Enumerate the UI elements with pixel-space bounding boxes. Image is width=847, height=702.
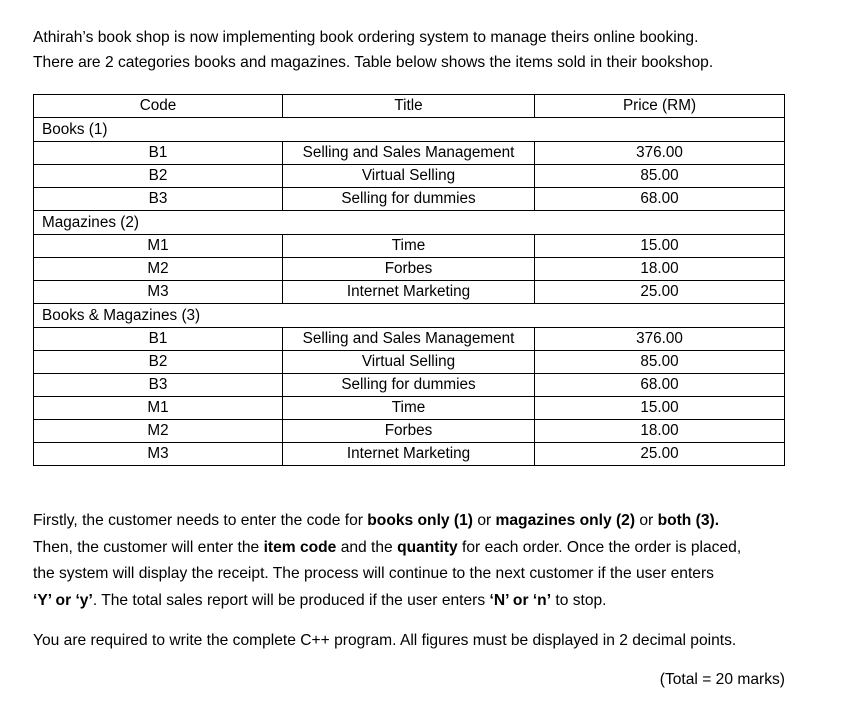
cell-code: B2 — [34, 351, 283, 374]
table-row — [34, 374, 785, 397]
cell-code: M3 — [34, 443, 283, 466]
cell-price: 85.00 — [535, 351, 785, 374]
cell-price: 18.00 — [535, 420, 785, 443]
total-marks: (Total = 20 marks) — [659, 671, 785, 688]
instruction-line-1: Firstly, the customer needs to enter the code for books only (1) or magazines only (2) or both (3). — [33, 512, 720, 529]
cell-price: 376.00 — [535, 142, 785, 165]
cell-code: B1 — [34, 142, 283, 165]
cell-price: 85.00 — [535, 165, 785, 188]
cell-price: 376.00 — [535, 328, 785, 351]
cell-title: Selling for dummies — [283, 188, 535, 211]
intro-line-1: Athirah’s book shop is now implementing book ordering system to manage theirs online booking. — [33, 29, 699, 46]
instruction-line-3: the system will display the receipt. The process will continue to the next customer if the user enters — [33, 565, 714, 582]
cell-code: B1 — [34, 328, 283, 351]
cell-price: 25.00 — [535, 443, 785, 466]
header-title: Title — [283, 95, 535, 118]
table-header-row — [34, 95, 785, 118]
cell-title: Virtual Selling — [283, 351, 535, 374]
cell-code: M3 — [34, 281, 283, 304]
table-row — [34, 281, 785, 304]
table-row — [34, 443, 785, 466]
cell-title: Forbes — [283, 420, 535, 443]
cell-code: M1 — [34, 235, 283, 258]
group-row — [34, 211, 785, 235]
table-row — [34, 397, 785, 420]
cell-title: Virtual Selling — [283, 165, 535, 188]
cell-title: Time — [283, 235, 535, 258]
group-label: Magazines (2) — [34, 211, 785, 235]
header-code: Code — [34, 95, 283, 118]
instruction-line-5: You are required to write the complete C++ program. All figures must be displayed in 2 decimal points. — [33, 632, 737, 649]
group-label: Books & Magazines (3) — [34, 304, 785, 328]
instruction-line-4: ‘Y’ or ‘y’. The total sales report will be produced if the user enters ‘N’ or ‘n’ to stop. — [33, 591, 607, 609]
table-row — [34, 328, 785, 351]
cell-title: Internet Marketing — [283, 281, 535, 304]
cell-code: M2 — [34, 420, 283, 443]
cell-title: Selling for dummies — [283, 374, 535, 397]
cell-title: Time — [283, 397, 535, 420]
intro-paragraph — [33, 26, 823, 75]
cell-title: Internet Marketing — [283, 443, 535, 466]
cell-price: 68.00 — [535, 374, 785, 397]
table-row — [34, 420, 785, 443]
table-row — [34, 142, 785, 165]
instructions — [33, 508, 823, 655]
table-row — [34, 188, 785, 211]
cell-price: 68.00 — [535, 188, 785, 211]
cell-price: 15.00 — [535, 235, 785, 258]
cell-price: 25.00 — [535, 281, 785, 304]
table-row — [34, 258, 785, 281]
header-price: Price (RM) — [535, 95, 785, 118]
cell-title: Selling and Sales Management — [283, 328, 535, 351]
table-row — [34, 165, 785, 188]
cell-price: 15.00 — [535, 397, 785, 420]
cell-title: Selling and Sales Management — [283, 142, 535, 165]
cell-code: B2 — [34, 165, 283, 188]
items-table — [33, 94, 785, 466]
cell-title: Forbes — [283, 258, 535, 281]
group-row — [34, 118, 785, 142]
cell-code: B3 — [34, 374, 283, 397]
cell-code: B3 — [34, 188, 283, 211]
cell-code: M2 — [34, 258, 283, 281]
group-label: Books (1) — [34, 118, 785, 142]
cell-price: 18.00 — [535, 258, 785, 281]
instruction-line-2: Then, the customer will enter the item code and the quantity for each order. Once the order is placed, — [33, 538, 742, 556]
cell-code: M1 — [34, 397, 283, 420]
intro-line-2: There are 2 categories books and magazines. Table below shows the items sold in their bookshop. — [33, 53, 714, 71]
table-row — [34, 351, 785, 374]
table-row — [34, 235, 785, 258]
group-row — [34, 304, 785, 328]
